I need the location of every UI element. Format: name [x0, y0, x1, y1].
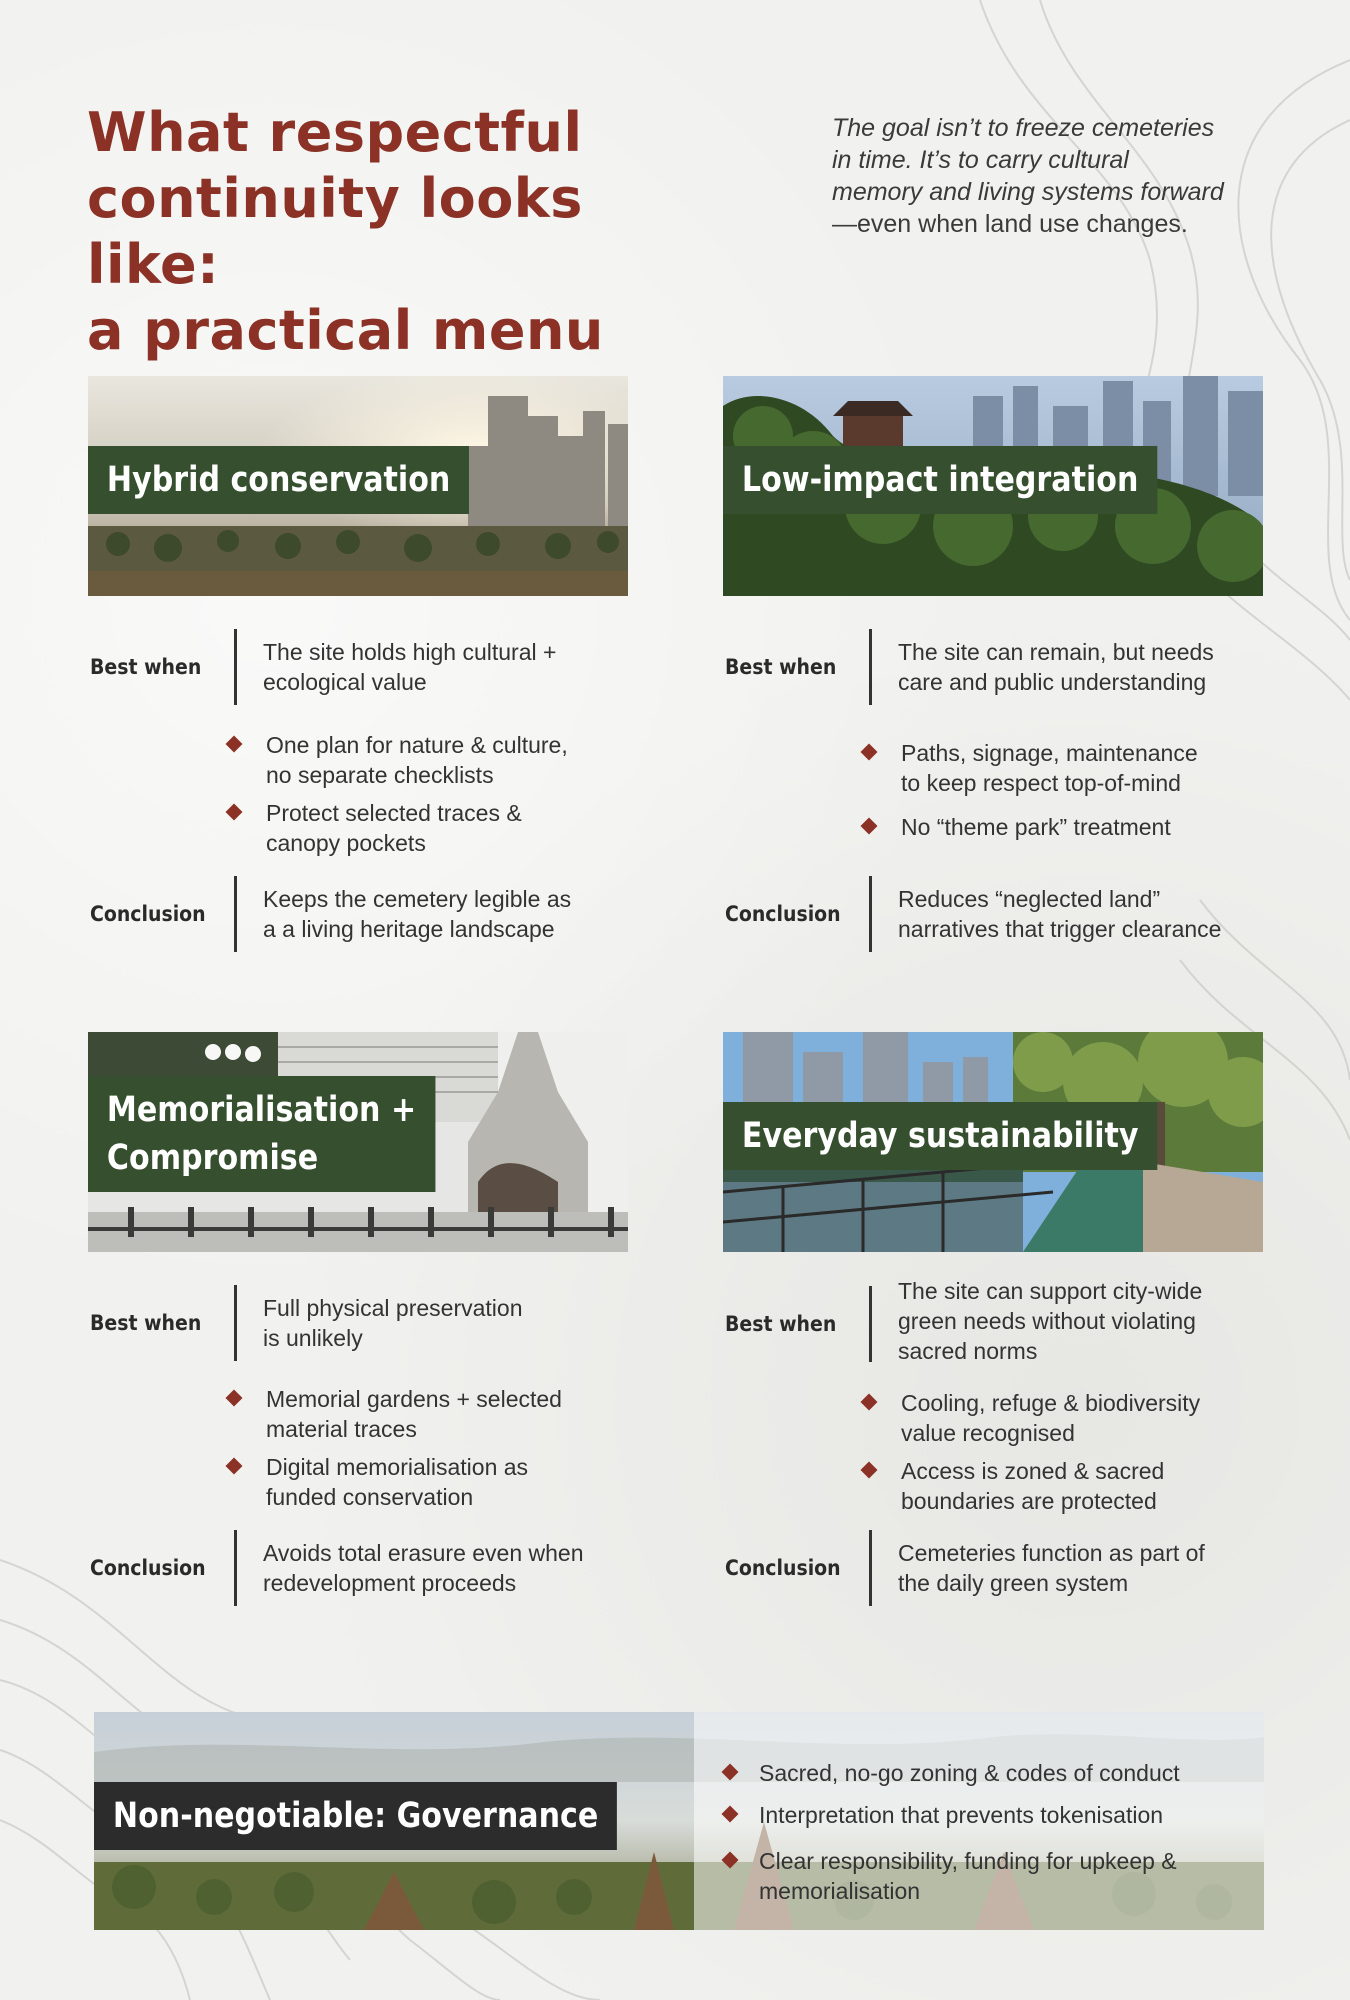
- text-line: care and public understanding: [898, 669, 1207, 695]
- text-line: The site can support city-wide: [898, 1278, 1203, 1304]
- bullet-text: [759, 1846, 1249, 1906]
- text-line: One plan for nature & culture,: [266, 732, 568, 758]
- divider: [234, 629, 237, 705]
- conclusion-label: Conclusion: [90, 902, 206, 926]
- best-when-text: [898, 637, 1278, 697]
- text-line: Cooling, refuge & biodiversity: [901, 1390, 1201, 1416]
- bullet-text: [901, 1456, 1281, 1516]
- bullet-text: [901, 738, 1281, 798]
- text-line: narratives that trigger clearance: [898, 916, 1222, 942]
- best-when-text: [263, 637, 643, 697]
- diamond-bullet-icon: [861, 1394, 878, 1411]
- text-line: Protect selected traces &: [266, 800, 522, 826]
- text-line: Access is zoned & sacred: [901, 1458, 1165, 1484]
- text-line: Clear responsibility, funding for upkeep &: [759, 1848, 1177, 1874]
- conclusion-label: Conclusion: [725, 1556, 841, 1580]
- conclusion-text: [263, 884, 643, 944]
- card-title: [723, 446, 1157, 514]
- text-line: ecological value: [263, 669, 427, 695]
- text-line: Paths, signage, maintenance: [901, 740, 1198, 766]
- text-line: No “theme park” treatment: [901, 814, 1171, 840]
- bullet-text: [901, 812, 1281, 842]
- bullet-text: [266, 798, 646, 858]
- page-title-line: continuity looks like:: [87, 167, 583, 296]
- text-line: sacred norms: [898, 1338, 1038, 1364]
- diamond-bullet-icon: [226, 736, 243, 753]
- text-line: The site holds high cultural +: [263, 639, 557, 665]
- conclusion-text: [898, 884, 1278, 944]
- page-title-line: What respectful: [87, 101, 583, 164]
- divider: [869, 876, 872, 952]
- card-title: [723, 1102, 1157, 1170]
- best-when-label: Best when: [90, 655, 202, 679]
- divider: [869, 1530, 872, 1606]
- text-line: Full physical preservation: [263, 1295, 523, 1321]
- intro-quote: [832, 112, 1252, 240]
- bullet-text: [266, 1452, 646, 1512]
- intro-line: memory and living systems forward: [832, 178, 1224, 206]
- text-line: material traces: [266, 1416, 417, 1442]
- text-line: Reduces “neglected land”: [898, 886, 1161, 912]
- divider: [234, 876, 237, 952]
- intro-line: —even when land use changes.: [832, 210, 1188, 238]
- page-title: [87, 100, 727, 364]
- card-title-line: Low-impact integration: [741, 460, 1139, 500]
- text-line: Digital memorialisation as: [266, 1454, 529, 1480]
- best-when-label: Best when: [90, 1311, 202, 1335]
- best-when-text: [898, 1276, 1278, 1366]
- governance-banner: [94, 1712, 1264, 1930]
- divider: [234, 1530, 237, 1606]
- text-line: value recognised: [901, 1420, 1075, 1446]
- bullet-text: [266, 1384, 646, 1444]
- conclusion-label: Conclusion: [90, 1556, 206, 1580]
- divider: [869, 1286, 872, 1362]
- text-line: Interpretation that prevents tokenisation: [759, 1802, 1164, 1828]
- conclusion-text: [263, 1538, 643, 1598]
- card-title: [88, 446, 469, 514]
- card-title-line: Compromise: [106, 1138, 319, 1178]
- intro-line: in time. It’s to carry cultural: [832, 146, 1129, 174]
- text-line: memorialisation: [759, 1878, 921, 1904]
- diamond-bullet-icon: [861, 818, 878, 835]
- text-line: The site can remain, but needs: [898, 639, 1214, 665]
- diamond-bullet-icon: [861, 744, 878, 761]
- text-line: no separate checklists: [266, 762, 494, 788]
- card-title-line: Everyday sustainability: [741, 1116, 1139, 1156]
- card-title-line: Hybrid conservation: [106, 460, 451, 500]
- diamond-bullet-icon: [226, 804, 243, 821]
- text-line: the daily green system: [898, 1570, 1129, 1596]
- text-line: redevelopment proceeds: [263, 1570, 517, 1596]
- text-line: Keeps the cemetery legible as: [263, 886, 572, 912]
- card-title: [88, 1076, 435, 1192]
- intro-line: The goal isn’t to freeze cemeteries: [832, 114, 1215, 142]
- bullet-text: [266, 730, 646, 790]
- conclusion-label: Conclusion: [725, 902, 841, 926]
- text-line: boundaries are protected: [901, 1488, 1157, 1514]
- bullet-text: [759, 1800, 1249, 1830]
- text-line: to keep respect top-of-mind: [901, 770, 1181, 796]
- text-line: canopy pockets: [266, 830, 426, 856]
- text-line: Memorial gardens + selected: [266, 1386, 562, 1412]
- text-line: Avoids total erasure even when: [263, 1540, 584, 1566]
- text-line: green needs without violating: [898, 1308, 1196, 1334]
- governance-title: Non-negotiable: Governance: [94, 1782, 617, 1850]
- diamond-bullet-icon: [226, 1390, 243, 1407]
- text-line: funded conservation: [266, 1484, 474, 1510]
- divider: [234, 1285, 237, 1361]
- bullet-text: [759, 1758, 1249, 1788]
- text-line: Sacred, no-go zoning & codes of conduct: [759, 1760, 1180, 1786]
- text-line: is unlikely: [263, 1325, 363, 1351]
- best-when-label: Best when: [725, 655, 837, 679]
- bullet-text: [901, 1388, 1281, 1448]
- diamond-bullet-icon: [226, 1458, 243, 1475]
- page-title-line: a practical menu: [87, 299, 604, 362]
- card-title-line: Memorialisation +: [106, 1090, 417, 1130]
- conclusion-text: [898, 1538, 1278, 1598]
- diamond-bullet-icon: [861, 1462, 878, 1479]
- text-line: Cemeteries function as part of: [898, 1540, 1205, 1566]
- text-line: a a living heritage landscape: [263, 916, 555, 942]
- best-when-text: [263, 1293, 643, 1353]
- divider: [869, 629, 872, 705]
- best-when-label: Best when: [725, 1312, 837, 1336]
